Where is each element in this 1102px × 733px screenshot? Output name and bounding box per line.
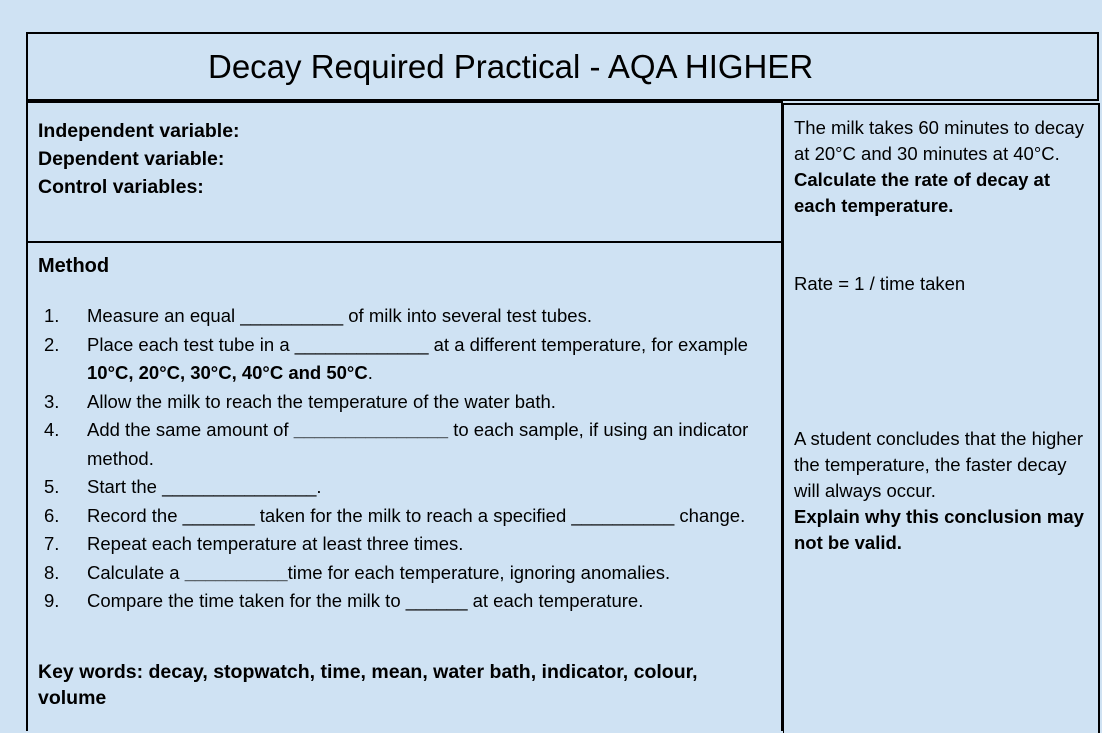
step-text-end: . xyxy=(367,362,373,383)
dependent-variable-label: Dependent variable: xyxy=(38,148,225,170)
step-number: 2. xyxy=(44,333,60,355)
question-2-prompt: Explain why this conclusion may not be valid. xyxy=(794,506,1084,553)
control-variables-label: Control variables: xyxy=(38,176,204,198)
question-2 xyxy=(794,426,1094,556)
step-number: 8. xyxy=(44,561,60,583)
step-number: 7. xyxy=(44,533,60,554)
step-number: 3. xyxy=(44,390,60,412)
question-1 xyxy=(794,115,1094,219)
step-number: 9. xyxy=(44,590,60,611)
step-text: Add the same amount of xyxy=(87,419,294,440)
question-1-prompt: Calculate the rate of decay at each temperature. xyxy=(794,169,1051,216)
step-text-end: to each sample, if using an indicator method. xyxy=(87,419,749,469)
step-text: Place each test tube in a _____________ at a different temperature, for example xyxy=(87,333,748,355)
question-1-text: The milk takes 60 minutes to decay at 20°C and 30 minutes at 40°C. xyxy=(794,117,1084,164)
step-text: Compare the time taken for the milk to ______ at each temperature. xyxy=(87,590,644,611)
independent-variable-label: Independent variable: xyxy=(38,120,240,142)
method-step xyxy=(28,587,768,616)
method-step xyxy=(28,473,768,502)
step-text: Calculate a xyxy=(87,561,185,583)
question-2-text: A student concludes that the higher the temperature, the faster decay will always occur. xyxy=(794,428,1084,501)
method-heading: Method xyxy=(38,255,110,277)
step-text: Allow the milk to reach the temperature of the water bath. xyxy=(87,390,556,412)
method-step xyxy=(28,559,768,588)
rate-formula: Rate = 1 / time taken xyxy=(794,273,966,294)
step-text: Repeat each temperature at least three times. xyxy=(87,533,464,554)
page-title: Decay Required Practical - AQA HIGHER xyxy=(208,48,814,85)
method-step xyxy=(28,502,768,531)
method-step xyxy=(28,530,768,559)
method-step xyxy=(28,416,768,473)
step-text: Measure an equal __________ of milk into several test tubes. xyxy=(87,305,592,326)
step-text: Record the _______ taken for the milk to reach a specified __________ change. xyxy=(87,504,746,526)
variables-section xyxy=(38,117,240,201)
method-list xyxy=(28,302,768,616)
step-number: 6. xyxy=(44,504,60,526)
method-step xyxy=(28,331,768,388)
step-bold-blank: __________ xyxy=(184,561,288,583)
step-bold-text: 10°C, 20°C, 30°C, 40°C and 50°C xyxy=(87,362,368,383)
step-text-end: time for each temperature, ignoring anomalies. xyxy=(287,561,671,583)
method-step xyxy=(28,302,768,331)
key-words: Key words: decay, stopwatch, time, mean, water bath, indicator, colour, volume xyxy=(38,661,698,709)
step-bold-blank: _______________ xyxy=(293,419,449,440)
step-number: 4. xyxy=(44,419,60,440)
left-column xyxy=(26,101,783,731)
step-number: 5. xyxy=(44,476,60,497)
title-box xyxy=(26,32,1099,101)
method-step xyxy=(28,388,768,417)
section-divider xyxy=(28,241,781,243)
step-text: Start the _______________. xyxy=(87,476,322,497)
step-number: 1. xyxy=(44,305,60,326)
right-column xyxy=(783,103,1100,733)
